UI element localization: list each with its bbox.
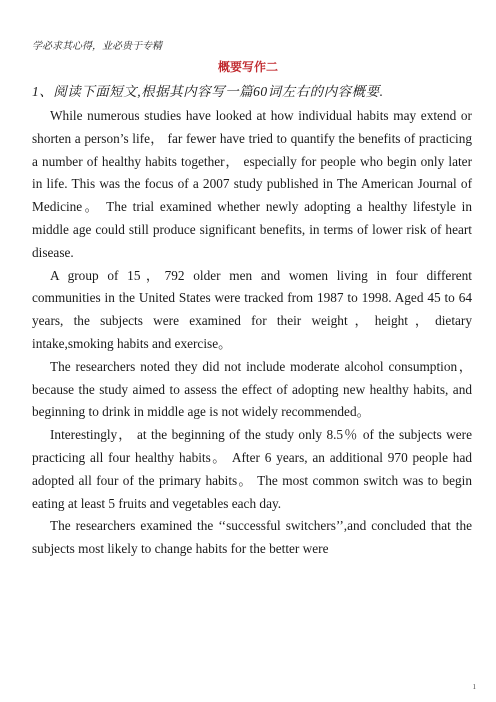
paragraph-5: The researchers examined the ‘‘successful switchers’’,and concluded that the subjects most likely to change habits for the better were [32,518,472,557]
task-instruction: 1、阅读下面短文,根据其内容写一篇60词左右的内容概要. [32,84,384,99]
paragraph-1: While numerous studies have looked at how individual habits may extend or shorten a person’s life， far fewer have tried to quantify the benefits of practicing a number of healthy habits together， especially for people who begin only later in life. This was the focus of a 2007 study published in The American Journal of Medicine。 The trial examined whether newly adopting a healthy lifestyle in middle age could still produce significant benefits, in terms of lower risk of heart disease. [32,108,472,260]
paragraph-2: A group of 15，792 older men and women living in four different communities in the United States were tracked from 1987 to 1998. Aged 45 to 64 years, the subjects were examined for their weight，height，dietary intake,smoking habits and exercise。 [32,267,472,351]
page-number: 1 [472,683,476,691]
page-title: 概要写作二 [217,60,278,74]
paragraph-4: Interestingly， at the beginning of the study only 8.5％ of the subjects were practicing all four healthy habits。 After 6 years, an additional 970 people had adopted all four of the primary habits。 The most common switch was to begin eating at least 5 fruits and vegetables each day. [32,427,472,511]
header-motto: 学必求其心得，业必贵于专精 [32,41,162,52]
paragraph-3: The researchers noted they did not include moderate alcohol consumption， because the study aimed to assess the effect of adopting new healthy habits, and beginning to drink in middle age is not widely recommended。 [32,358,472,420]
article-body [32,105,472,561]
